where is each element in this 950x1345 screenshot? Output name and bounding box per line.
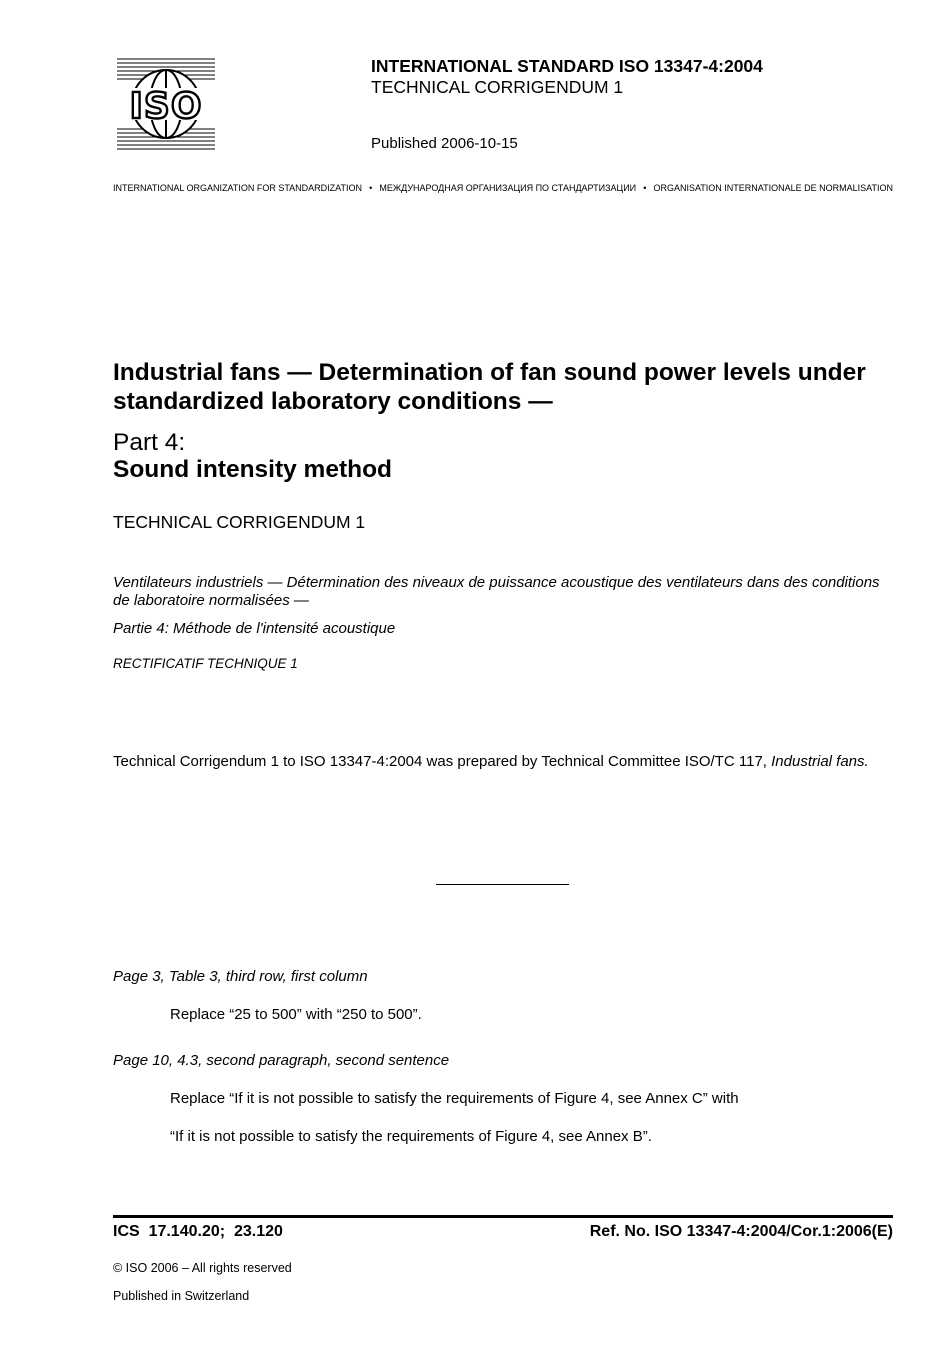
- logo-text: ISO: [129, 86, 203, 127]
- copyright-notice: © ISO 2006 – All rights reserved: [113, 1261, 292, 1275]
- correction-text: Replace “If it is not possible to satisfy the requirements of Figure 4, see Annex C” with: [170, 1090, 739, 1107]
- correction-text: Replace “25 to 500” with “250 to 500”.: [170, 1006, 422, 1023]
- correction-text: “If it is not possible to satisfy the requirements of Figure 4, see Annex B”.: [170, 1128, 652, 1145]
- part-title: Sound intensity method: [113, 456, 393, 483]
- org-name-en: INTERNATIONAL ORGANIZATION FOR STANDARDIZATION: [113, 183, 363, 193]
- french-corrigendum-label: RECTIFICATIF TECHNIQUE 1: [113, 656, 298, 671]
- intro-text: Technical Corrigendum 1 to ISO 13347-4:2004 was prepared by Technical Committee ISO/TC 117,: [113, 753, 772, 770]
- organization-line: [113, 183, 893, 193]
- iso-logo: [117, 57, 215, 151]
- correction-location: Page 10, 4.3, second paragraph, second sentence: [113, 1052, 450, 1069]
- standard-subtitle: TECHNICAL CORRIGENDUM 1: [371, 77, 624, 97]
- published-in: Published in Switzerland: [113, 1289, 250, 1303]
- french-part-title: Partie 4: Méthode de l'intensité acoustique: [113, 620, 396, 637]
- bullet-separator: •: [369, 183, 373, 193]
- intro-paragraph: [113, 753, 893, 771]
- publication-date: Published 2006-10-15: [371, 135, 518, 152]
- corrigendum-label: TECHNICAL CORRIGENDUM 1: [113, 512, 366, 532]
- document-title: Industrial fans — Determination of fan sound power levels under standardized laboratory conditions —: [113, 359, 866, 415]
- standard-title: INTERNATIONAL STANDARD ISO 13347-4:2004: [371, 56, 763, 76]
- part-label: Part 4:: [113, 429, 186, 456]
- correction-location: Page 3, Table 3, third row, first column: [113, 968, 368, 985]
- bullet-separator: •: [643, 183, 647, 193]
- french-title: Ventilateurs industriels — Détermination des niveaux de puissance acoustique des ventilateurs dans des conditions de laboratoire normalisées —: [113, 574, 880, 609]
- org-name-fr: ORGANISATION INTERNATIONALE DE NORMALISATION: [653, 183, 893, 193]
- footer-rule: [113, 1215, 893, 1218]
- separator-line: [436, 884, 569, 885]
- org-name-ru: МЕЖДУНАРОДНАЯ ОРГАНИЗАЦИЯ ПО СТАНДАРТИЗАЦИИ: [379, 183, 637, 193]
- committee-name: Industrial fans.: [771, 753, 869, 770]
- ics-code: ICS 17.140.20; 23.120: [113, 1223, 283, 1240]
- reference-number: Ref. No. ISO 13347-4:2004/Cor.1:2006(E): [589, 1223, 893, 1240]
